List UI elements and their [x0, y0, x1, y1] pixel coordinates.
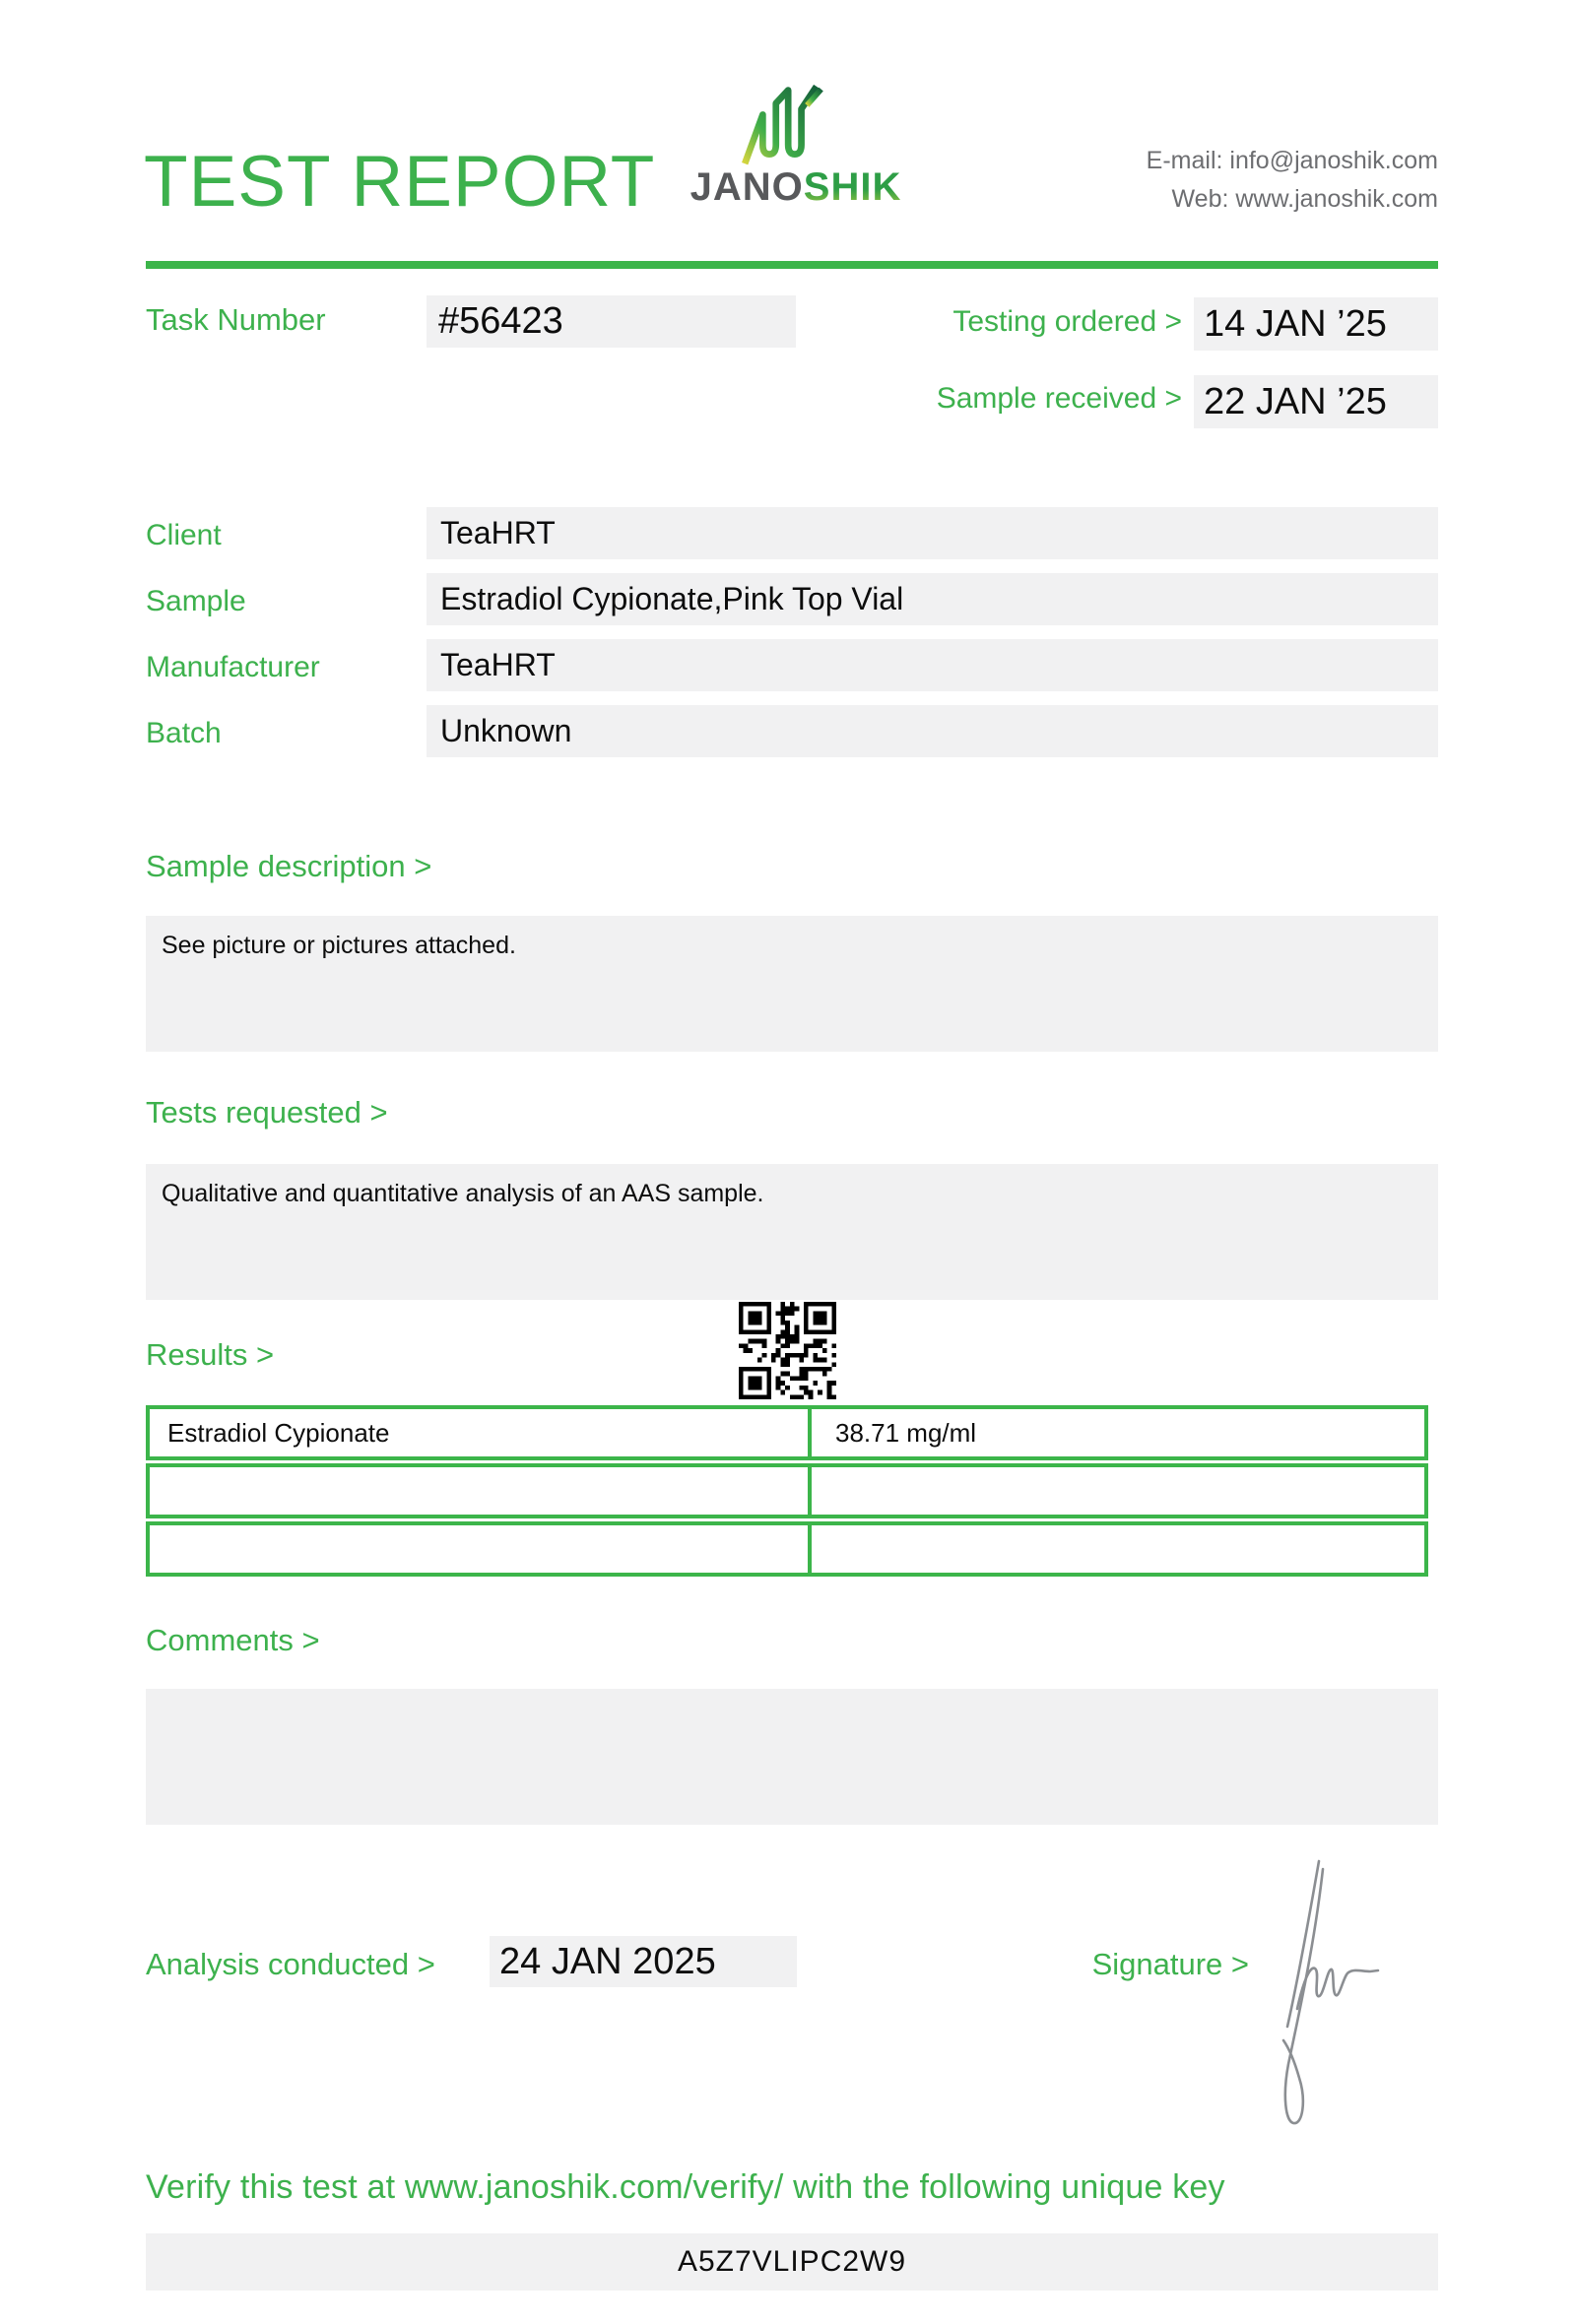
logo-word-jano: JANO	[690, 165, 804, 209]
result-value	[812, 1467, 1424, 1515]
sample-value-box	[427, 573, 1438, 625]
signature-label: Signature >	[1091, 1947, 1249, 1981]
contact-info	[1147, 142, 1438, 219]
tests-requested-heading: Tests requested >	[146, 1095, 388, 1130]
task-number-value: #56423	[438, 300, 563, 342]
sample-description-box	[146, 916, 1438, 1052]
web-line: Web: www.janoshik.com	[1171, 185, 1438, 213]
testing-ordered-value-box	[1194, 297, 1438, 351]
analysis-date-value: 24 JAN 2025	[499, 1941, 716, 1982]
result-substance: Estradiol Cypionate	[150, 1409, 812, 1456]
logo-word-shik: SHIK	[803, 165, 902, 209]
sample-value: Estradiol Cypionate,Pink Top Vial	[440, 581, 904, 616]
signature-scribble	[1271, 1832, 1453, 2139]
sample-description-heading: Sample description >	[146, 849, 432, 883]
result-value	[812, 1525, 1424, 1573]
chart-growth-icon	[739, 81, 845, 167]
analysis-conducted-label: Analysis conducted >	[146, 1947, 435, 1981]
page-title: TEST REPORT	[144, 142, 656, 222]
comments-text	[146, 1689, 1438, 1705]
manufacturer-value: TeaHRT	[440, 647, 556, 682]
results-table	[146, 1405, 1428, 1580]
sample-received-value: 22 JAN ’25	[1204, 381, 1387, 422]
header-divider	[146, 261, 1438, 269]
tests-requested-box	[146, 1164, 1438, 1300]
results-row	[146, 1405, 1428, 1460]
sample-description-text: See picture or pictures attached.	[162, 932, 516, 959]
batch-label: Batch	[146, 717, 222, 749]
unique-key-box	[146, 2233, 1438, 2291]
result-substance	[150, 1525, 812, 1573]
batch-value-box	[427, 705, 1438, 757]
batch-value: Unknown	[440, 713, 572, 748]
sample-label: Sample	[146, 585, 246, 617]
results-row	[146, 1521, 1428, 1577]
manufacturer-value-box	[427, 639, 1438, 691]
qr-code	[739, 1302, 836, 1399]
unique-key-value: A5Z7VLIPC2W9	[677, 2245, 907, 2278]
results-row	[146, 1463, 1428, 1518]
task-number-value-box	[427, 295, 796, 348]
verify-instruction: Verify this test at www.janoshik.com/verify/ with the following unique key	[146, 2168, 1225, 2206]
comments-box	[146, 1689, 1438, 1825]
tests-requested-text: Qualitative and quantitative analysis of an AAS sample.	[162, 1180, 764, 1207]
client-value-box	[427, 507, 1438, 559]
results-heading: Results >	[146, 1337, 275, 1372]
email-line: E-mail: info@janoshik.com	[1146, 147, 1438, 174]
task-number-label: Task Number	[146, 302, 326, 337]
result-value: 38.71 mg/ml	[835, 1418, 977, 1448]
manufacturer-label: Manufacturer	[146, 651, 320, 683]
comments-heading: Comments >	[146, 1623, 320, 1657]
testing-ordered-value: 14 JAN ’25	[1204, 303, 1387, 345]
analysis-date-box	[490, 1936, 797, 1987]
janoshik-logo	[678, 59, 914, 222]
client-label: Client	[146, 519, 222, 551]
client-value: TeaHRT	[440, 515, 556, 550]
logo-wordmark	[678, 167, 914, 207]
sample-received-value-box	[1194, 375, 1438, 428]
sample-received-label: Sample received >	[936, 382, 1182, 415]
testing-ordered-label: Testing ordered >	[952, 305, 1182, 338]
result-substance	[150, 1467, 812, 1515]
